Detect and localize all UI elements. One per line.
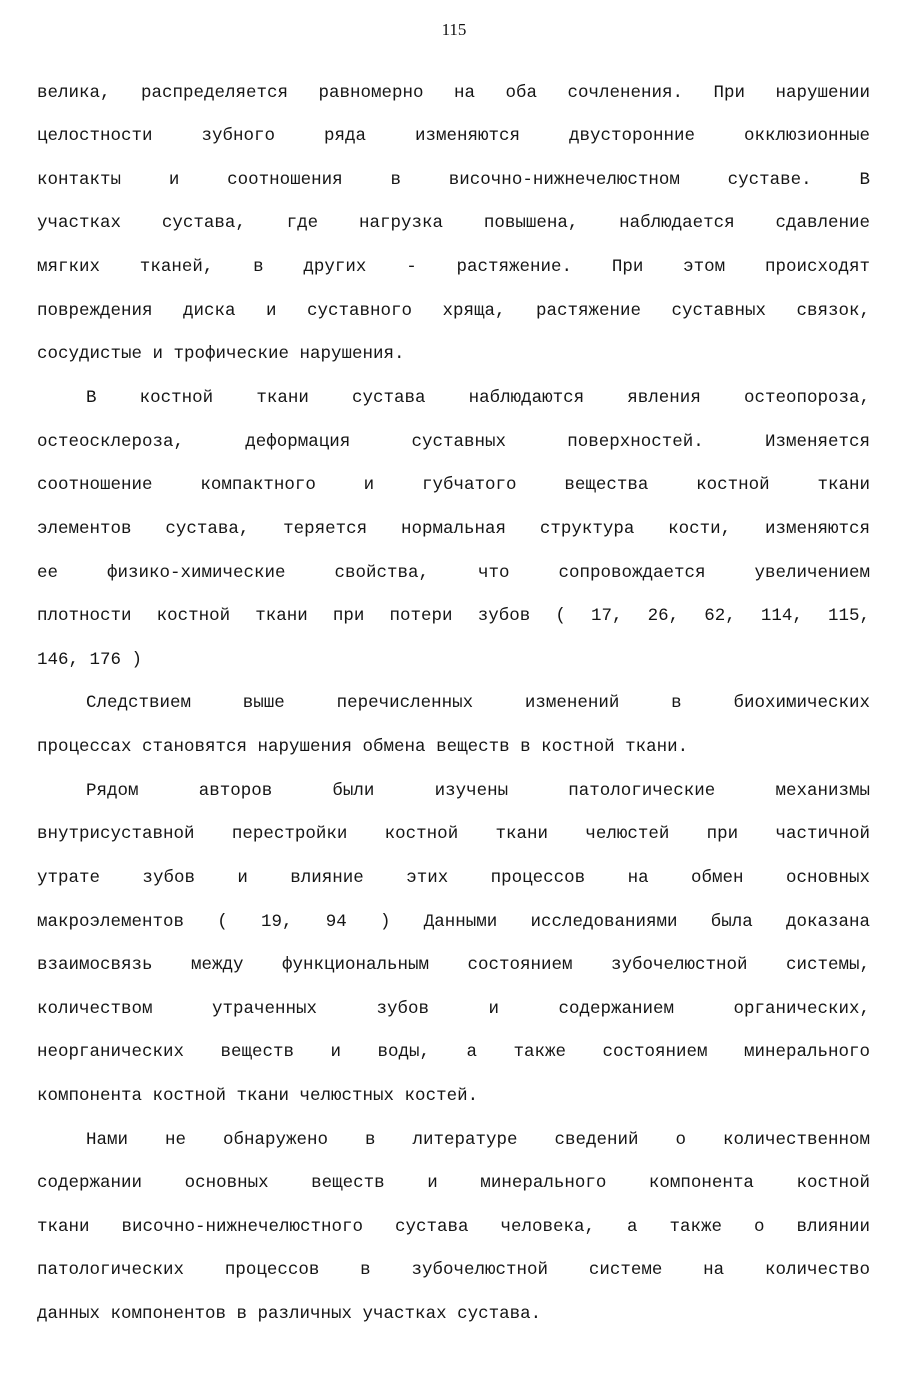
text-line: неорганических веществ и воды, а также состоянием минерального — [37, 1042, 870, 1062]
text-line: ткани височно-нижнечелюстного сустава человека, а также о влиянии — [37, 1217, 870, 1237]
text-line: внутрисуставной перестройки костной ткани челюстей при частичной — [37, 824, 870, 844]
text-line: взаимосвязь между функциональным состоянием зубочелюстной системы, — [37, 955, 870, 975]
text-line: повреждения диска и суставного хряща, растяжение суставных связок, — [37, 301, 870, 321]
text-line: элементов сустава, теряется нормальная структура кости, изменяются — [37, 519, 870, 539]
text-line: ее физико-химические свойства, что сопровождается увеличением — [37, 563, 870, 583]
text-line: В костной ткани сустава наблюдаются явления остеопороза, — [86, 388, 870, 408]
text-line: контакты и соотношения в височно-нижнечелюстном суставе. В — [37, 170, 870, 190]
text-line: сосудистые и трофические нарушения. — [37, 344, 405, 364]
text-line: Следствием выше перечисленных изменений в биохимических — [86, 693, 870, 713]
text-line: Нами не обнаружено в литературе сведений о количественном — [86, 1130, 870, 1150]
text-line: количеством утраченных зубов и содержанием органических, — [37, 999, 870, 1019]
text-line: утрате зубов и влияние этих процессов на обмен основных — [37, 868, 870, 888]
text-line: остеосклероза, деформация суставных поверхностей. Изменяется — [37, 432, 870, 452]
text-line: целостности зубного ряда изменяются двусторонние окклюзионные — [37, 126, 870, 146]
text-line: содержании основных веществ и минерального компонента костной — [37, 1173, 870, 1193]
text-line: велика, распределяется равномерно на оба сочленения. При нарушении — [37, 83, 870, 103]
text-line: участках сустава, где нагрузка повышена, наблюдается сдавление — [37, 213, 870, 233]
text-line: соотношение компактного и губчатого вещества костной ткани — [37, 475, 870, 495]
text-line: данных компонентов в различных участках сустава. — [37, 1304, 542, 1324]
page-number: 115 — [441, 20, 467, 39]
text-line: процессах становятся нарушения обмена веществ в костной ткани. — [37, 737, 689, 757]
text-line: плотности костной ткани при потери зубов ( 17, 26, 62, 114, 115, — [37, 606, 870, 626]
text-line: макроэлементов ( 19, 94 ) Данными исследованиями была доказана — [37, 912, 870, 932]
text-line: мягких тканей, в других - растяжение. При этом происходят — [37, 257, 870, 277]
text-line: Рядом авторов были изучены патологические механизмы — [86, 781, 870, 801]
text-line: 146, 176 ) — [37, 650, 143, 670]
text-line: патологических процессов в зубочелюстной системе на количество — [37, 1260, 870, 1280]
text-line: компонента костной ткани челюстных костей. — [37, 1086, 479, 1106]
